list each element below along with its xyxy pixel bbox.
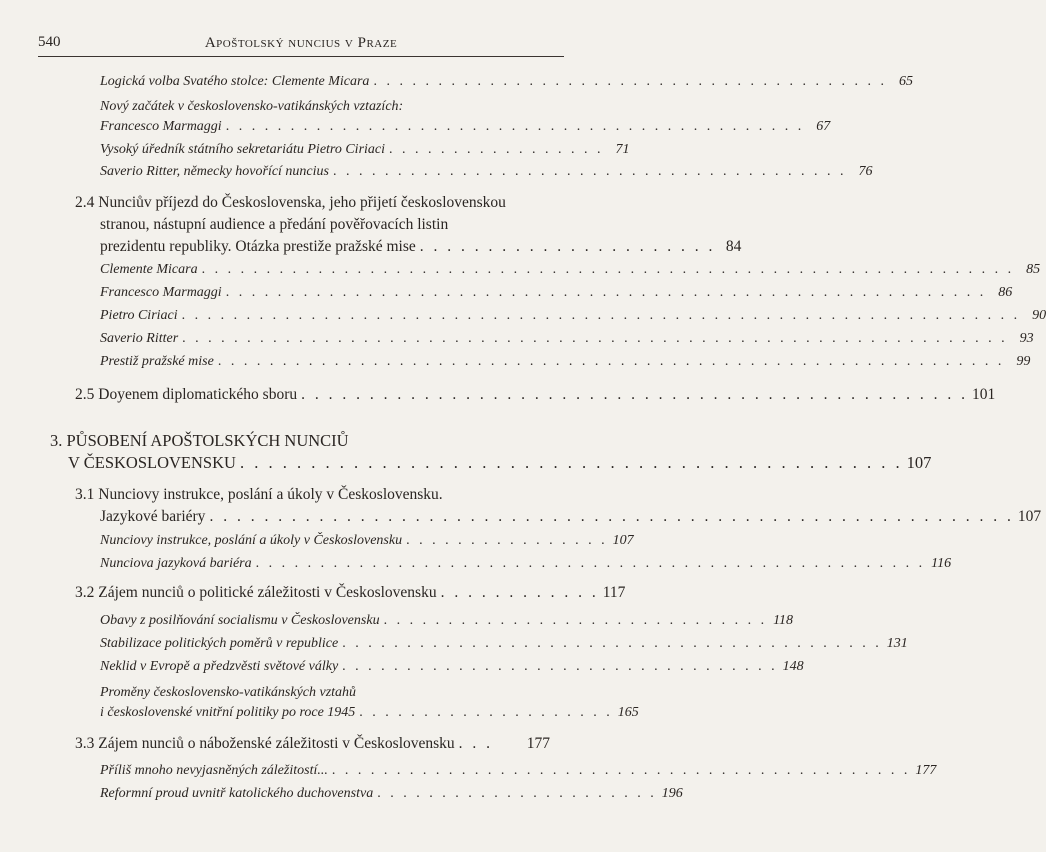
toc-entry [100, 162, 873, 182]
toc-page-number: 131 [886, 636, 908, 651]
dot-leader: . . . . . . . . . . . . . . . . . . . . . . . . . . . . . . . . . . . . . . . . . . . . . . . . . . . . . . . . . . . [209, 508, 1014, 525]
dot-leader: . . . . . . . . . . . . . . . . . . . . . . . . . . . . . . . . . . . . . . . . . . . . . . . . . [301, 386, 968, 403]
toc-entry [100, 611, 794, 631]
toc-entry-title: Logická volba Svatého stolce: Clemente Micara [100, 74, 370, 89]
dot-leader: . . . . . . . . . . . . . . . . . . . . . . . . . . . . . . . . . . . . . . . . . . . . . . . . . . . . . . . . . . . . . . . . [182, 331, 1008, 346]
toc-entry [75, 583, 626, 603]
toc-entry-title: prezidentu republiky. Otázka prestiže pražské mise [100, 238, 416, 255]
dot-leader: . . . . . . . . . . . . . . . . . . . . [359, 705, 613, 720]
toc-chapter-title: 3. PŮSOBENÍ APOŠTOLSKÝCH NUNCIŮ [50, 431, 349, 450]
toc-entry-title: Nový začátek v československo-vatikánských vztazích: [100, 99, 404, 114]
toc-entry [100, 329, 1034, 349]
toc-page-number: 177 [526, 735, 550, 752]
dot-leader: . . . . . . . . . . . . . . . . . . . . . . . . . . . . . . . . . . . . . . . . . . . . . . . . . . . . [255, 556, 926, 571]
dot-leader: . . . . . . . . . . . . . . . . . . . . . . . . . . . . . . . . . . . . . . . . . . . . . . . . . . . . . . . . . . . . . [217, 354, 1005, 369]
toc-page-number: 76 [858, 164, 873, 179]
toc-entry [100, 283, 1013, 303]
toc-entry [100, 634, 908, 654]
toc-entry [75, 385, 996, 405]
toc-entry-title: 2.4 Nunciův příjezd do Československa, jeho přijetí československou [75, 194, 506, 211]
dot-leader: . . . . . . . . . . . . . . . . . . . . . . . . . . . . . . [383, 613, 768, 628]
toc-page-number: 165 [617, 705, 639, 720]
toc-page-number: 116 [931, 556, 952, 571]
toc-entry-title: i československé vnitřní politiky po roce 1945 [100, 705, 356, 720]
toc-entry-title: Nunciovy instrukce, poslání a úkoly v Československu [100, 533, 403, 548]
toc-entry-title: stranou, nástupní audience a předání pověřovacích listin [100, 216, 449, 233]
toc-entry [75, 734, 550, 754]
toc-entry [100, 352, 1031, 372]
toc-entry-title: Pietro Ciriaci [100, 308, 178, 323]
dot-leader: . . . [458, 735, 494, 752]
toc-entry [100, 97, 831, 137]
toc-entry-title: Saverio Ritter [100, 331, 179, 346]
toc-entry [75, 192, 742, 258]
toc-entry [100, 531, 634, 551]
dot-leader: . . . . . . . . . . . . . . . . . . . . . . [419, 238, 716, 255]
dot-leader: . . . . . . . . . . . . . . . . . [389, 142, 604, 157]
dot-leader: . . . . . . . . . . . . . . . . . . . . . . . . . . . . . . . . . . . . . . . . . . . . . [225, 119, 805, 134]
toc-entry [100, 140, 630, 160]
dot-leader: . . . . . . . . . . . . . . . . . . . . . . . . . . . . . . . . . . . . . . . . . . . . . [331, 763, 911, 778]
toc-entry [100, 761, 937, 781]
toc-entry [100, 657, 804, 677]
toc-entry-title: Neklid v Evropě a předzvěsti světové války [100, 659, 339, 674]
dot-leader: . . . . . . . . . . . . . . . . . . . . . . . . . . . . . . . . . . . . . . . . . . . . . . . . . . . . . . . . . . . . . . . [201, 262, 1015, 277]
toc-entry-title: Prestiž pražské mise [100, 354, 214, 369]
toc-entry-title: Proměny československo-vatikánských vztahů [100, 685, 357, 700]
dot-leader: . . . . . . . . . . . . . . . . . . . . . . . . . . . . . . . . . . . . . . . . [332, 164, 847, 179]
toc-page-number: 86 [998, 285, 1013, 300]
toc-entry-title: Francesco Marmaggi [100, 285, 222, 300]
toc-page-number: 118 [773, 613, 794, 628]
toc-entry-title: Jazykové bariéry [100, 508, 206, 525]
dot-leader: . . . . . . . . . . . . . . . . . . . . . . . . . . . . . . . . . . . . . . . . . . . . . . . [239, 453, 903, 472]
toc-chapter-title: V ČESKOSLOVENSKU [68, 453, 236, 472]
toc-entry [75, 484, 1042, 528]
toc-page-number: 196 [661, 786, 683, 801]
toc-entry-title: 3.3 Zájem nunciů o náboženské záležitosti v Československu [75, 735, 455, 752]
running-title: Apoštolský nuncius v Praze [204, 35, 398, 51]
toc-entry-title: Příliš mnoho nevyjasněných záležitostí... [100, 763, 328, 778]
toc-page-number: 177 [915, 763, 937, 778]
dot-leader: . . . . . . . . . . . . [440, 584, 599, 601]
toc-page-number: 90 [1032, 308, 1046, 323]
toc-entry-title: Stabilizace politických poměrů v republice [100, 636, 339, 651]
toc-entry [100, 260, 1041, 280]
toc-entry [100, 306, 1046, 326]
toc-entry-title: Obavy z posilňování socialismu v Československu [100, 613, 380, 628]
toc-entry [100, 683, 639, 723]
toc-entry-title: 3.2 Zájem nunciů o politické záležitosti v Československu [75, 584, 437, 601]
toc-entry-title: Clemente Micara [100, 262, 198, 277]
dot-leader: . . . . . . . . . . . . . . . . . . . . . . . . . . . . . . . . . . . . . . . . . . . . . . . . . . . . . . . . . . . [225, 285, 987, 300]
toc-entry-title: 3.1 Nunciovy instrukce, poslání a úkoly v Československu. [75, 486, 443, 503]
toc-page-number: 85 [1026, 262, 1041, 277]
toc-entry-title: Nunciova jazyková bariéra [100, 556, 252, 571]
dot-leader: . . . . . . . . . . . . . . . . . . . . . . . . . . . . . . . . . . . . . . . . . . . . . . . . . . . . . . . . . . . . . . . . . [181, 308, 1021, 323]
toc-page-number: 84 [725, 238, 742, 255]
toc-page-number: 107 [906, 453, 932, 472]
toc-page-number: 148 [782, 659, 804, 674]
toc-entry-title: 2.5 Doyenem diplomatického sboru [75, 386, 298, 403]
dot-leader: . . . . . . . . . . . . . . . . [406, 533, 608, 548]
toc-entry [100, 784, 683, 804]
dot-leader: . . . . . . . . . . . . . . . . . . . . . . . . . . . . . . . . . . . . . . . . [373, 74, 887, 89]
toc-entry-title: Reformní proud uvnitř katolického duchovenstva [100, 786, 374, 801]
toc-page-number: 107 [612, 533, 634, 548]
toc-entry [100, 554, 952, 574]
toc-chapter-entry [50, 430, 932, 474]
toc-page-number: 71 [615, 142, 630, 157]
toc-page-number: 93 [1019, 331, 1034, 346]
dot-leader: . . . . . . . . . . . . . . . . . . . . . . [377, 786, 657, 801]
dot-leader: . . . . . . . . . . . . . . . . . . . . . . . . . . . . . . . . . . [342, 659, 778, 674]
toc-page-number: 117 [602, 584, 626, 601]
toc-entry-title: Francesco Marmaggi [100, 119, 222, 134]
toc-entry [100, 72, 913, 92]
toc-page-number: 107 [1017, 508, 1042, 525]
toc-page-number: 65 [898, 74, 913, 89]
toc-page-number: 99 [1016, 354, 1031, 369]
page-number: 540 [38, 34, 61, 50]
page-header [38, 34, 564, 57]
toc-entry-title: Vysoký úředník státního sekretariátu Pietro Ciriaci [100, 142, 386, 157]
toc-entry-title: Saverio Ritter, německy hovořící nuncius [100, 164, 329, 179]
dot-leader: . . . . . . . . . . . . . . . . . . . . . . . . . . . . . . . . . . . . . . . . . . [342, 636, 882, 651]
toc-page-number: 101 [972, 386, 996, 403]
toc-page-number: 67 [816, 119, 831, 134]
